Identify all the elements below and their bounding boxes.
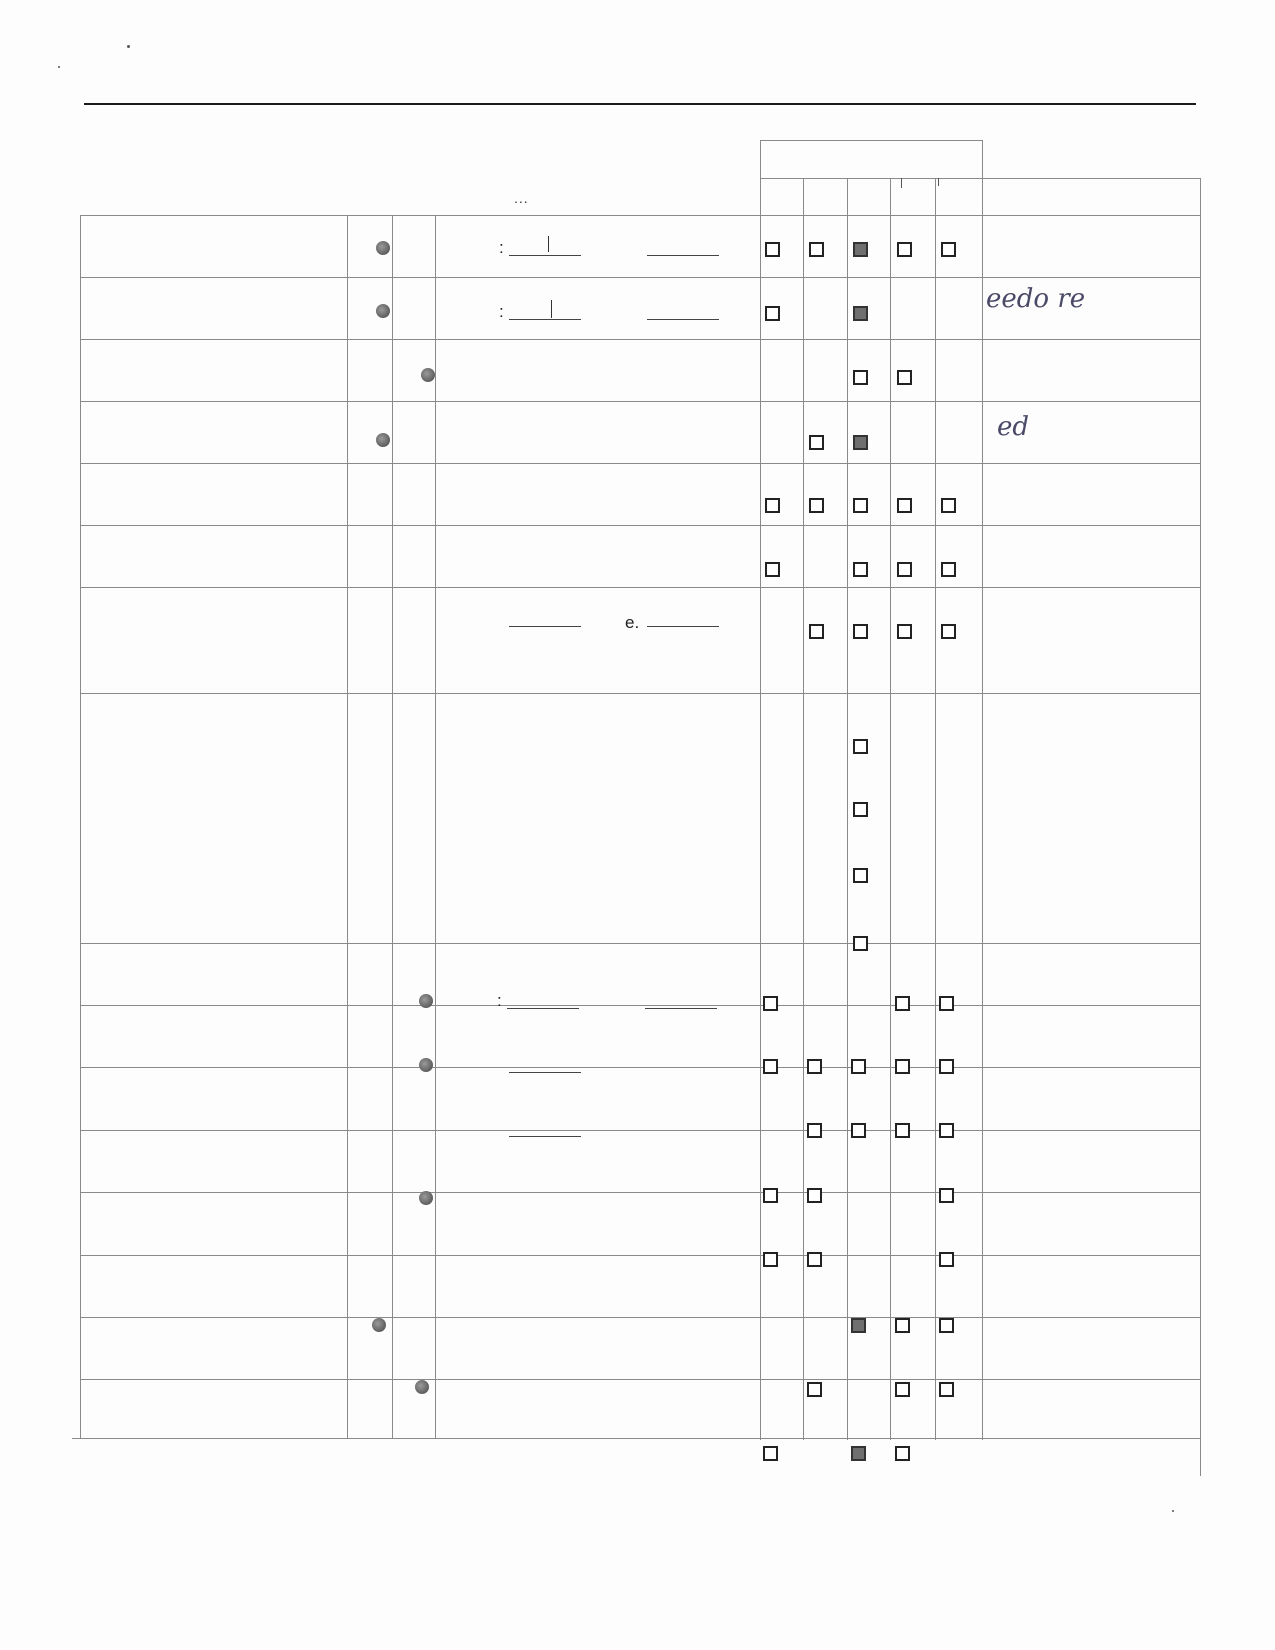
- header-split: [760, 178, 1200, 179]
- checkbox[interactable]: [939, 1123, 954, 1138]
- fill-in-blank[interactable]: [509, 255, 581, 256]
- checkbox[interactable]: [763, 1188, 778, 1203]
- checkbox[interactable]: [895, 1123, 910, 1138]
- row-line: [80, 215, 1200, 216]
- checkbox[interactable]: [765, 498, 780, 513]
- radio-selected[interactable]: [421, 368, 435, 382]
- checkbox[interactable]: [763, 1252, 778, 1267]
- checkbox-checked[interactable]: [851, 1318, 866, 1333]
- checkbox[interactable]: [895, 1446, 910, 1461]
- checkbox[interactable]: [765, 562, 780, 577]
- checkbox[interactable]: [939, 1188, 954, 1203]
- radio-selected[interactable]: [376, 433, 390, 447]
- form-table: [80, 140, 1200, 1510]
- checkbox[interactable]: [895, 1382, 910, 1397]
- fill-in-blank[interactable]: [647, 626, 719, 627]
- row-line: [80, 1130, 1200, 1131]
- scan-speck: [58, 66, 60, 68]
- handwritten-note: ed: [997, 412, 1030, 442]
- row-line: [80, 1067, 1200, 1068]
- checkbox[interactable]: [853, 624, 868, 639]
- radio-selected[interactable]: [372, 1318, 386, 1332]
- checkbox[interactable]: [939, 1059, 954, 1074]
- col-line: [935, 178, 936, 1440]
- fill-in-blank[interactable]: [509, 319, 581, 320]
- scan-speck: [127, 45, 130, 48]
- checkbox[interactable]: [939, 996, 954, 1011]
- col-line: [760, 140, 761, 1440]
- row-line: [80, 1255, 1200, 1256]
- checkbox-checked[interactable]: [851, 1446, 866, 1461]
- checkbox[interactable]: [763, 1446, 778, 1461]
- col-line: [847, 178, 848, 1440]
- checkbox[interactable]: [853, 498, 868, 513]
- radio-selected[interactable]: [419, 1191, 433, 1205]
- checkbox[interactable]: [765, 242, 780, 257]
- checkbox[interactable]: [765, 306, 780, 321]
- radio-selected[interactable]: [419, 1058, 433, 1072]
- checkbox[interactable]: [895, 1059, 910, 1074]
- checkbox[interactable]: [897, 624, 912, 639]
- col-line: [347, 215, 348, 1438]
- fill-in-blank[interactable]: [645, 1008, 717, 1009]
- row-line: [80, 1192, 1200, 1193]
- checkbox[interactable]: [853, 936, 868, 951]
- colon-label: :: [497, 991, 502, 1010]
- checkbox[interactable]: [895, 1318, 910, 1333]
- col-line: [890, 178, 891, 1440]
- handwritten-note: eedo re: [986, 284, 1086, 314]
- e-label: e.: [625, 613, 640, 632]
- checkbox[interactable]: [809, 624, 824, 639]
- checkbox[interactable]: [853, 802, 868, 817]
- handwritten-stroke: [548, 236, 549, 252]
- checkbox[interactable]: [941, 624, 956, 639]
- checkbox[interactable]: [853, 868, 868, 883]
- col-line: [435, 215, 436, 1438]
- fill-in-blank[interactable]: [647, 319, 719, 320]
- row-line: [80, 693, 1200, 694]
- table-right-edge: [1200, 178, 1201, 1476]
- row-line: [80, 277, 1200, 278]
- fill-in-blank[interactable]: [509, 1136, 581, 1137]
- handwritten-stroke: [551, 300, 552, 318]
- pen-mark: [901, 178, 902, 188]
- row-line: [80, 463, 1200, 464]
- checkbox[interactable]: [853, 739, 868, 754]
- row-line: [80, 525, 1200, 526]
- checkbox[interactable]: [809, 498, 824, 513]
- row-line: [80, 1317, 1200, 1318]
- header-ellipsis: ...: [514, 190, 529, 206]
- radio-selected[interactable]: [419, 994, 433, 1008]
- fill-in-blank[interactable]: [509, 1072, 581, 1073]
- fill-in-blank[interactable]: [507, 1008, 579, 1009]
- checkbox[interactable]: [763, 1059, 778, 1074]
- checkbox[interactable]: [807, 1059, 822, 1074]
- radio-selected[interactable]: [376, 304, 390, 318]
- checkbox[interactable]: [895, 996, 910, 1011]
- col-line: [392, 215, 393, 1438]
- checkbox[interactable]: [941, 242, 956, 257]
- header-rule: [84, 103, 1196, 105]
- checkbox[interactable]: [939, 1252, 954, 1267]
- checkbox-checked[interactable]: [853, 435, 868, 450]
- checkbox[interactable]: [897, 242, 912, 257]
- checkbox[interactable]: [941, 498, 956, 513]
- colon-label: :: [499, 238, 504, 257]
- table-left-edge: [80, 215, 81, 1438]
- checkbox[interactable]: [853, 562, 868, 577]
- fill-in-blank[interactable]: [647, 255, 719, 256]
- checkbox[interactable]: [809, 435, 824, 450]
- pen-mark: [938, 178, 939, 186]
- row-line: [80, 587, 1200, 588]
- table-bottom-edge: [72, 1438, 1200, 1439]
- checkbox[interactable]: [807, 1252, 822, 1267]
- row-line: [80, 1005, 1200, 1006]
- radio-selected[interactable]: [376, 241, 390, 255]
- row-line: [80, 401, 1200, 402]
- col-line: [982, 140, 983, 1440]
- checkbox[interactable]: [807, 1123, 822, 1138]
- checkbox[interactable]: [809, 242, 824, 257]
- checkbox[interactable]: [807, 1382, 822, 1397]
- checkbox[interactable]: [763, 996, 778, 1011]
- checkbox[interactable]: [851, 1059, 866, 1074]
- checkbox-checked[interactable]: [853, 306, 868, 321]
- header-group-top: [760, 140, 982, 141]
- row-line: [80, 1379, 1200, 1380]
- col-line: [803, 178, 804, 1440]
- checkbox[interactable]: [941, 562, 956, 577]
- fill-in-blank[interactable]: [509, 626, 581, 627]
- checkbox[interactable]: [853, 370, 868, 385]
- checkbox[interactable]: [897, 498, 912, 513]
- checkbox[interactable]: [939, 1318, 954, 1333]
- row-line: [80, 943, 1200, 944]
- colon-label: :: [499, 302, 504, 321]
- radio-selected[interactable]: [415, 1380, 429, 1394]
- checkbox[interactable]: [807, 1188, 822, 1203]
- scan-speck: [1172, 1510, 1174, 1512]
- checkbox[interactable]: [897, 370, 912, 385]
- checkbox[interactable]: [851, 1123, 866, 1138]
- checkbox-checked[interactable]: [853, 242, 868, 257]
- row-line: [80, 339, 1200, 340]
- checkbox[interactable]: [939, 1382, 954, 1397]
- checkbox[interactable]: [897, 562, 912, 577]
